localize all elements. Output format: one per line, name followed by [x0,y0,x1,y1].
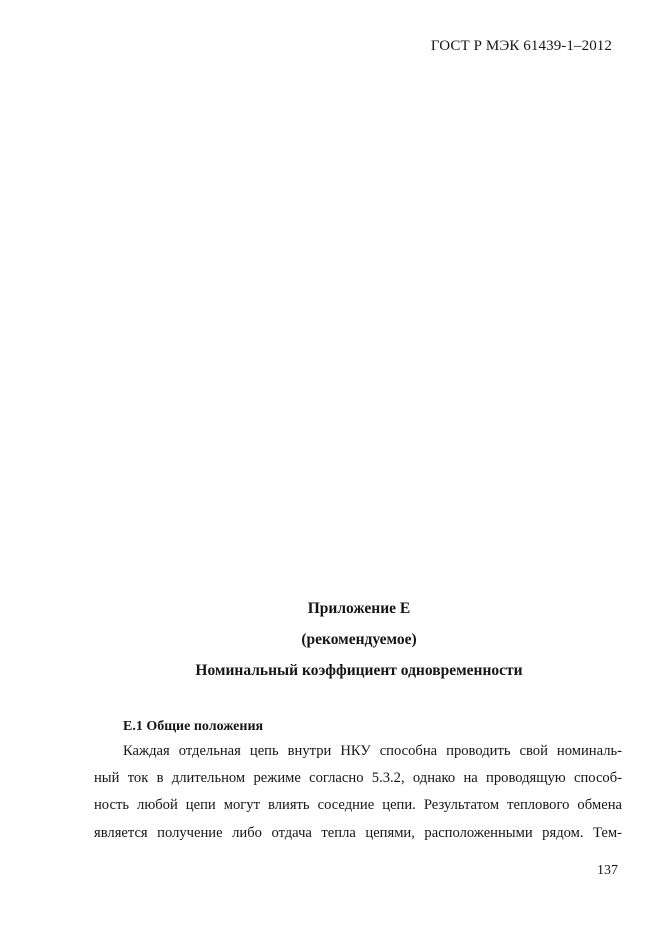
paragraph-line: ный ток в длительном режиме согласно 5.3.2, однако на проводящую способ- [94,770,622,786]
section-heading: Е.1 Общие положения [123,719,264,734]
paragraph-line: является получение либо отдача тепла цепями, расположенными рядом. Тем- [94,825,622,841]
page-number: 137 [597,863,618,878]
paragraph-line: Каждая отдельная цепь внутри НКУ способна проводить свой номиналь- [123,743,622,759]
appendix-title: Приложение Е [307,600,411,617]
standard-designation: ГОСТ Р МЭК 61439-1–2012 [430,38,612,54]
appendix-status: (рекомендуемое) [301,631,417,648]
paragraph-line: ность любой цепи могут влиять соседние цепи. Результатом теплового обмена [94,797,622,813]
appendix-name: Номинальный коэффициент одновременности [195,662,523,679]
